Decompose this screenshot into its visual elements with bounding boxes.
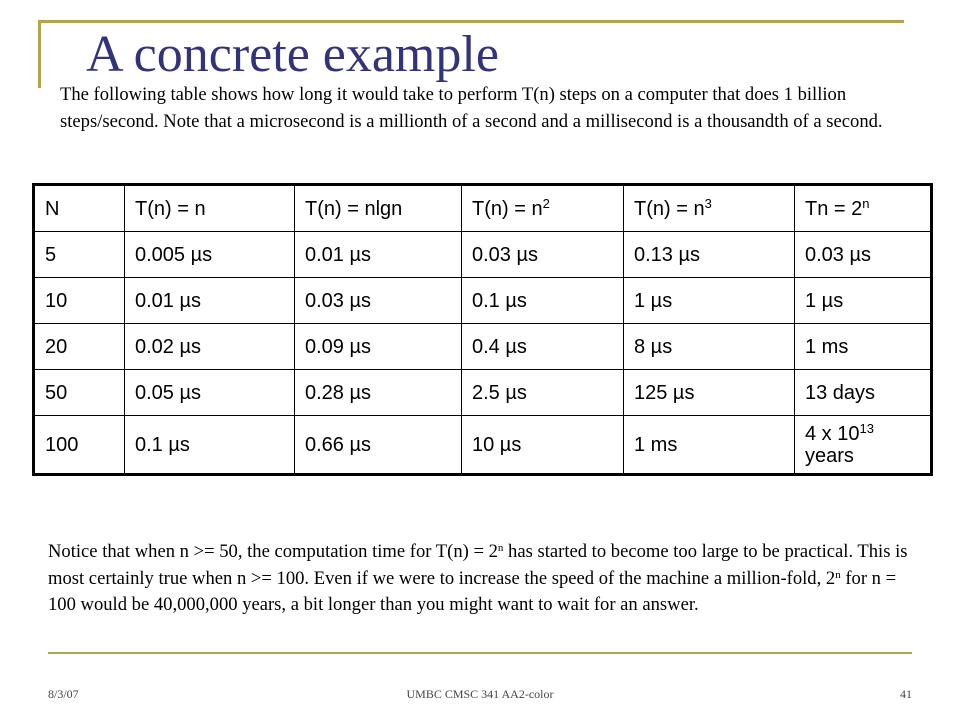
footer-date: 8/3/07 (48, 687, 79, 701)
accent-line-top (38, 20, 904, 23)
table-cell: 1 ms (795, 324, 932, 370)
table-row (34, 232, 932, 278)
slide-title: A concrete example (86, 26, 499, 83)
table-cell: 0.03 µs (462, 232, 624, 278)
table-cell: 8 µs (624, 324, 795, 370)
accent-line-bottom (48, 652, 912, 654)
table-cell: 0.1 µs (462, 278, 624, 324)
table-cell: 0.02 µs (125, 324, 295, 370)
table-cell: 10 µs (462, 416, 624, 475)
header-exponential: $Tn = 2^n$ (795, 185, 932, 232)
table-cell: 20 (34, 324, 125, 370)
header-nlogn: T(n) = nlgn (295, 185, 462, 232)
table-cell: 0.09 µs (295, 324, 462, 370)
notice-text: Notice that when n >= 50, the computation time for $T(n) = 2^n$ has started to become too large to be practical. This is most certainly true when n >= 100. Even if we were to increase the speed of the machine a million-fold, 2$^n$ for n = 100 would be 40,000,000 years, a bit longer than you might want to wait for an answer. (48, 541, 908, 615)
table-cell: 0.66 µs (295, 416, 462, 475)
table-row (34, 278, 932, 324)
table-cell: 100 (34, 416, 125, 475)
footer-page-number: 41 (900, 687, 912, 701)
table-cell: 5 (34, 232, 125, 278)
table-cell: 0.28 µs (295, 370, 462, 416)
table-cell: 1 ms (624, 416, 795, 475)
intro-text: The following table shows how long it would take to perform T(n) steps on a computer that does 1 billion steps/second. Note that a microsecond is a millionth of a second and a millisecond is a thousandth of a second. (60, 84, 883, 132)
table-cell: 0.13 µs (624, 232, 795, 278)
header-linear: T(n) = n (125, 185, 295, 232)
table-cell: 1 µs (624, 278, 795, 324)
table-cell: 125 µs (624, 370, 795, 416)
table-cell: 0.03 µs (795, 232, 932, 278)
table-header-row (34, 185, 932, 232)
table-row (34, 324, 932, 370)
table-cell: 1 µs (795, 278, 932, 324)
table-cell: 0.05 µs (125, 370, 295, 416)
header-n: N (34, 185, 125, 232)
table-cell: 0.01 µs (295, 232, 462, 278)
table-cell: 0.4 µs (462, 324, 624, 370)
accent-line-left (38, 20, 41, 88)
table-cell: 0.03 µs (295, 278, 462, 324)
table-cell: 2.5 µs (462, 370, 624, 416)
table-cell: 0.005 µs (125, 232, 295, 278)
table-cell: 50 (34, 370, 125, 416)
header-quadratic: $T(n) = n^2$ (462, 185, 624, 232)
table-row (34, 416, 932, 475)
table-cell: 0.1 µs (125, 416, 295, 475)
table-cell: 13 days (795, 370, 932, 416)
table-cell: 0.01 µs (125, 278, 295, 324)
table-cell-years: 4 x $10^{13}$ years (795, 416, 932, 475)
header-cubic: $T(n) = n^3$ (624, 185, 795, 232)
table-row (34, 370, 932, 416)
table-cell: 10 (34, 278, 125, 324)
footer-course: UMBC CMSC 341 AA2-color (406, 687, 554, 701)
runtime-table (32, 183, 933, 476)
